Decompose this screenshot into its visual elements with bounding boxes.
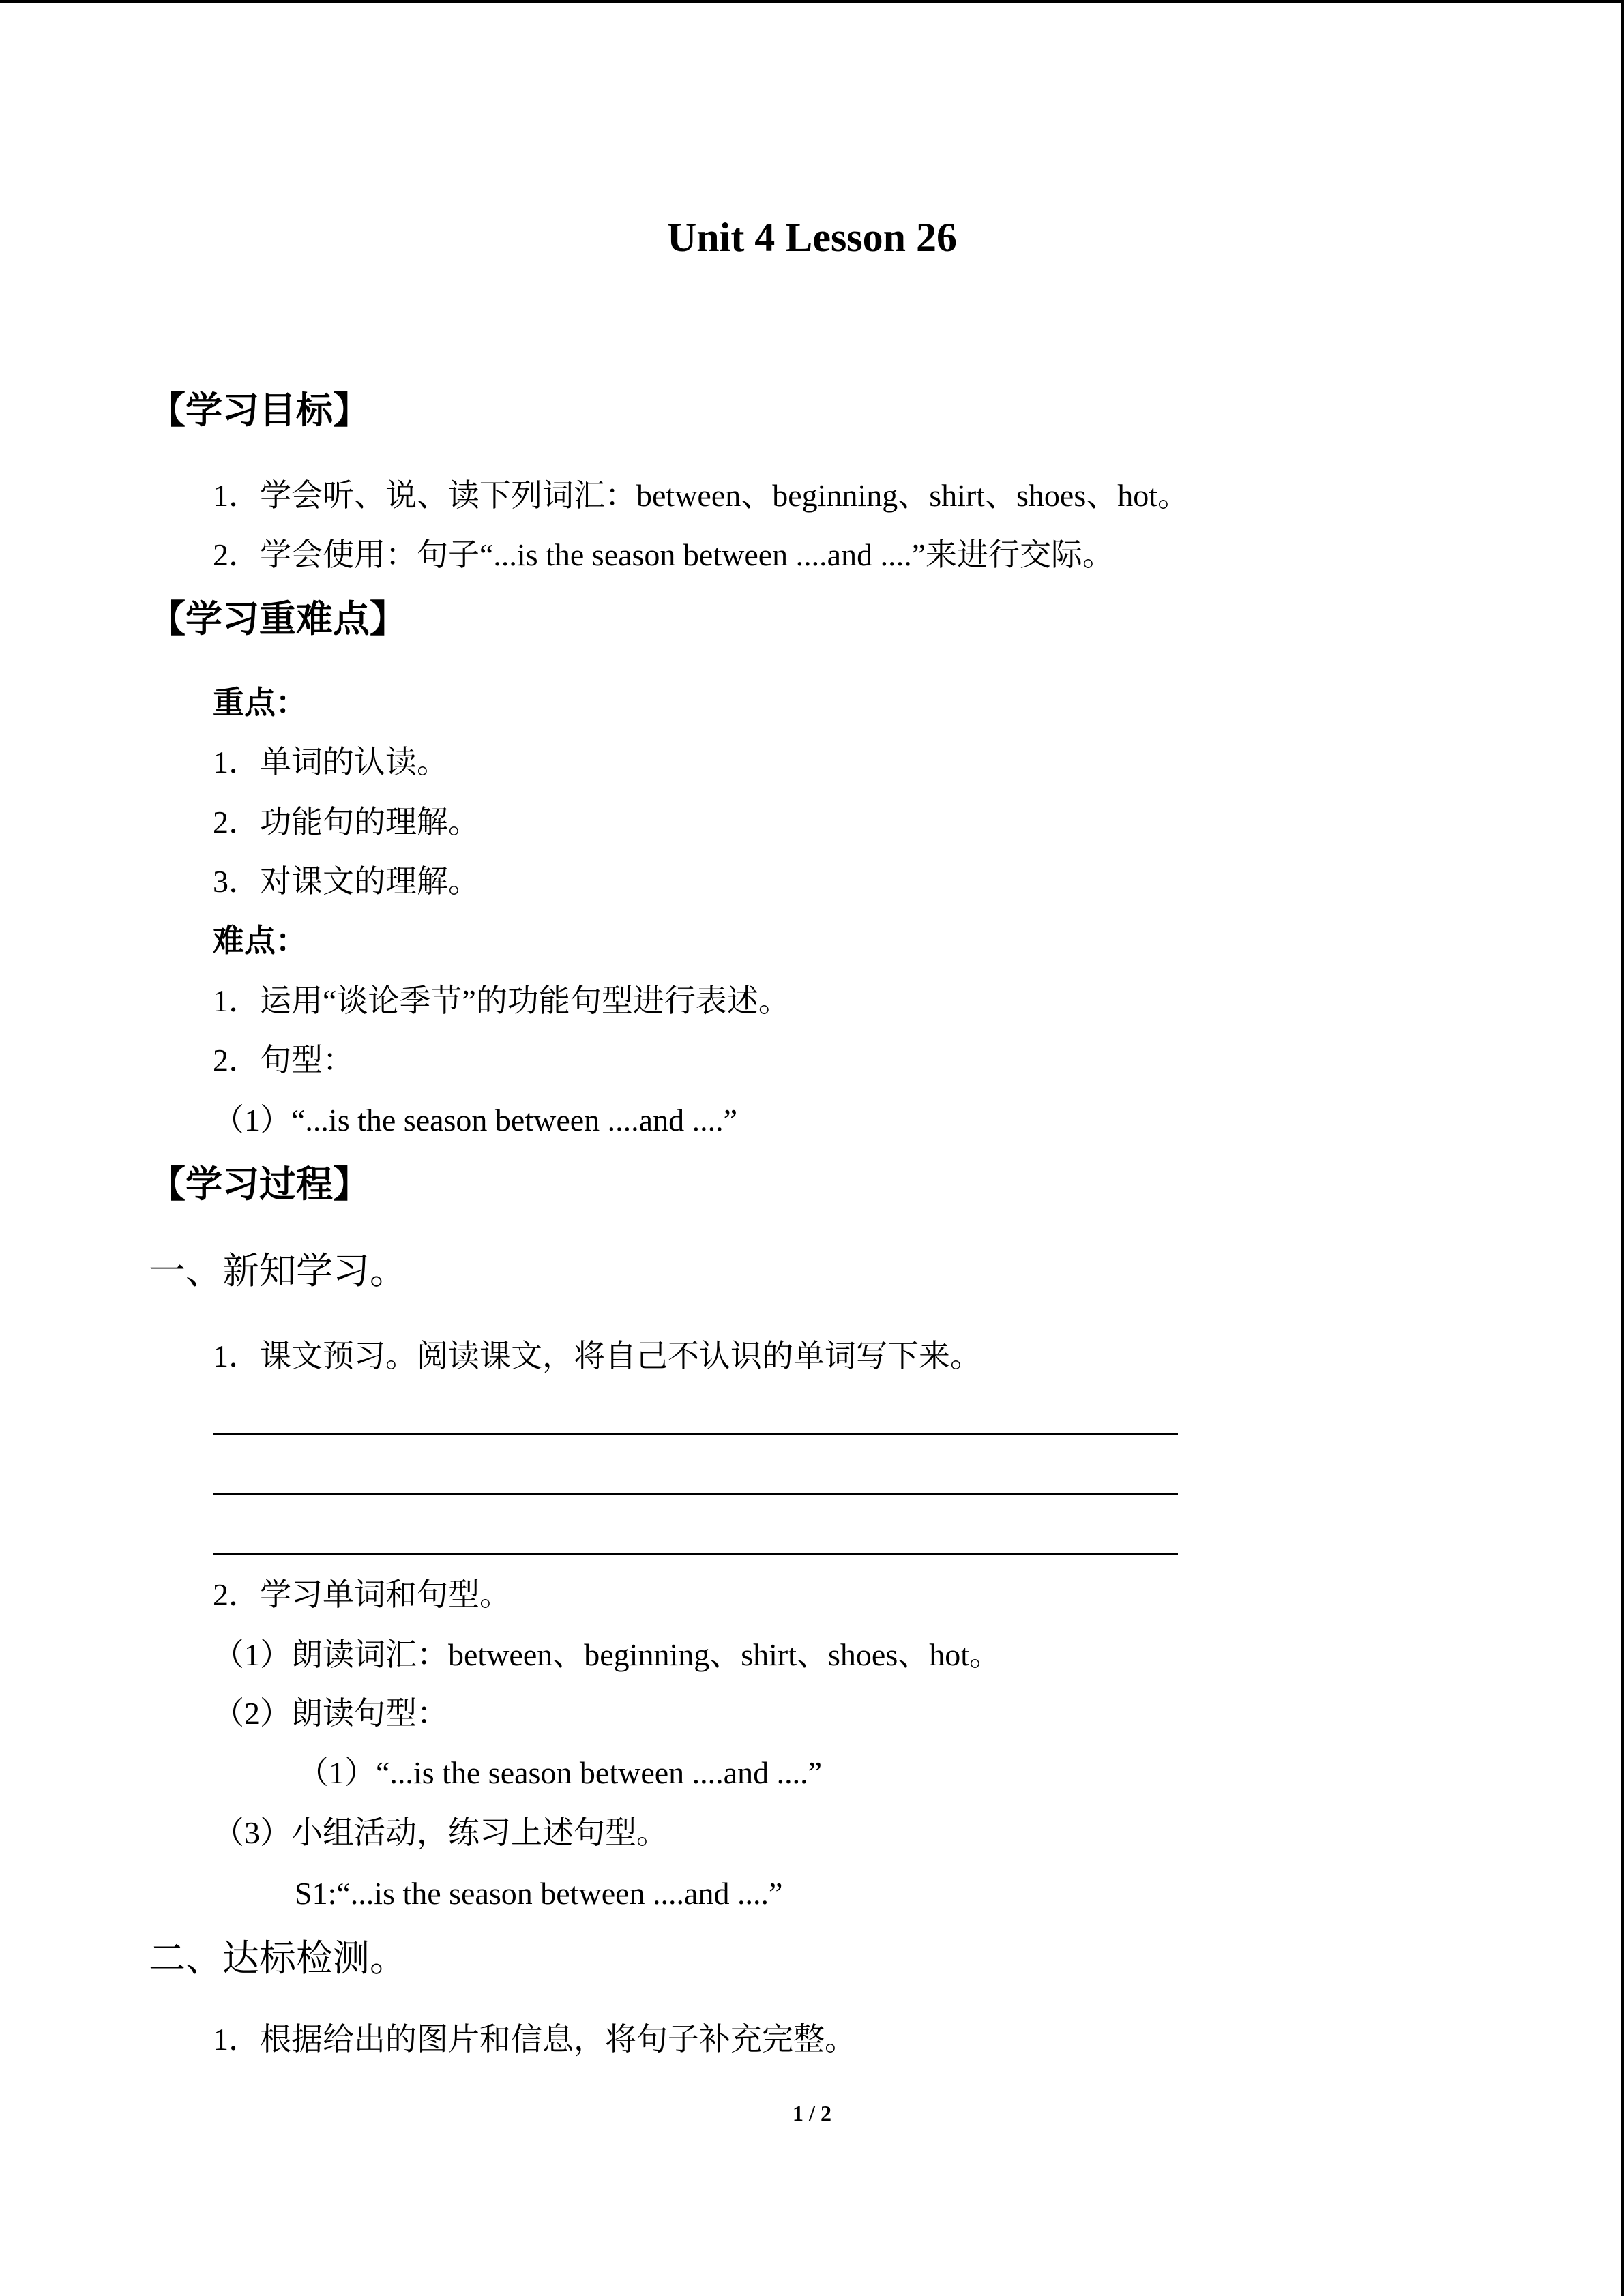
part1-sub-2-example: （1）“...is the season between ....and ....” (297, 1755, 823, 1790)
part1-sub-3: （3）小组活动，练习上述句型。 (213, 1815, 668, 1850)
part1-sub-3-example: S1:“...is the season between ....and ....” (295, 1876, 783, 1911)
key-item-3: 3．对课文的理解。 (213, 864, 479, 899)
objective-item-1: 1．学会听、说、读下列词汇：between、beginning、shirt、shoes、hot。 (213, 478, 1190, 513)
objectives-heading: 【学习目标】 (149, 390, 370, 431)
answer-line-1[interactable] (213, 1433, 1178, 1435)
key-item-2: 2．功能句的理解。 (213, 805, 479, 839)
page-title: Unit 4 Lesson 26 (666, 215, 958, 260)
process-heading: 【学习过程】 (149, 1164, 370, 1205)
key-label: 重点： (213, 685, 307, 720)
difficult-item-1: 1．运用“谈论季节”的功能句型进行表述。 (213, 983, 790, 1018)
objective-item-2: 2．学会使用：句子“...is the season between ....and ....”来进行交际。 (213, 537, 1114, 572)
answer-line-3[interactable] (213, 1553, 1178, 1555)
answer-line-2[interactable] (213, 1493, 1178, 1495)
part1-item-2: 2．学习单词和句型。 (213, 1577, 511, 1612)
part1-sub-1: （1）朗读词汇：between、beginning、shirt、shoes、hot。 (213, 1637, 1001, 1672)
difficult-label: 难点： (213, 923, 307, 958)
part1-heading: 一、新知学习。 (149, 1251, 407, 1292)
difficult-item-2: 2．句型： (213, 1043, 354, 1077)
part1-item-1: 1．课文预习。阅读课文，将自己不认识的单词写下来。 (213, 1339, 981, 1373)
part1-sub-2: （2）朗读句型： (213, 1696, 448, 1731)
key-points-heading: 【学习重难点】 (149, 599, 407, 640)
difficult-item-3: （1）“...is the season between ....and ....” (213, 1103, 738, 1137)
part2-item-1: 1．根据给出的图片和信息，将句子补充完整。 (213, 2022, 856, 2057)
part2-heading: 二、达标检测。 (149, 1938, 407, 1979)
page-number: 1 / 2 (793, 2101, 831, 2126)
key-item-1: 1．单词的认读。 (213, 745, 448, 779)
